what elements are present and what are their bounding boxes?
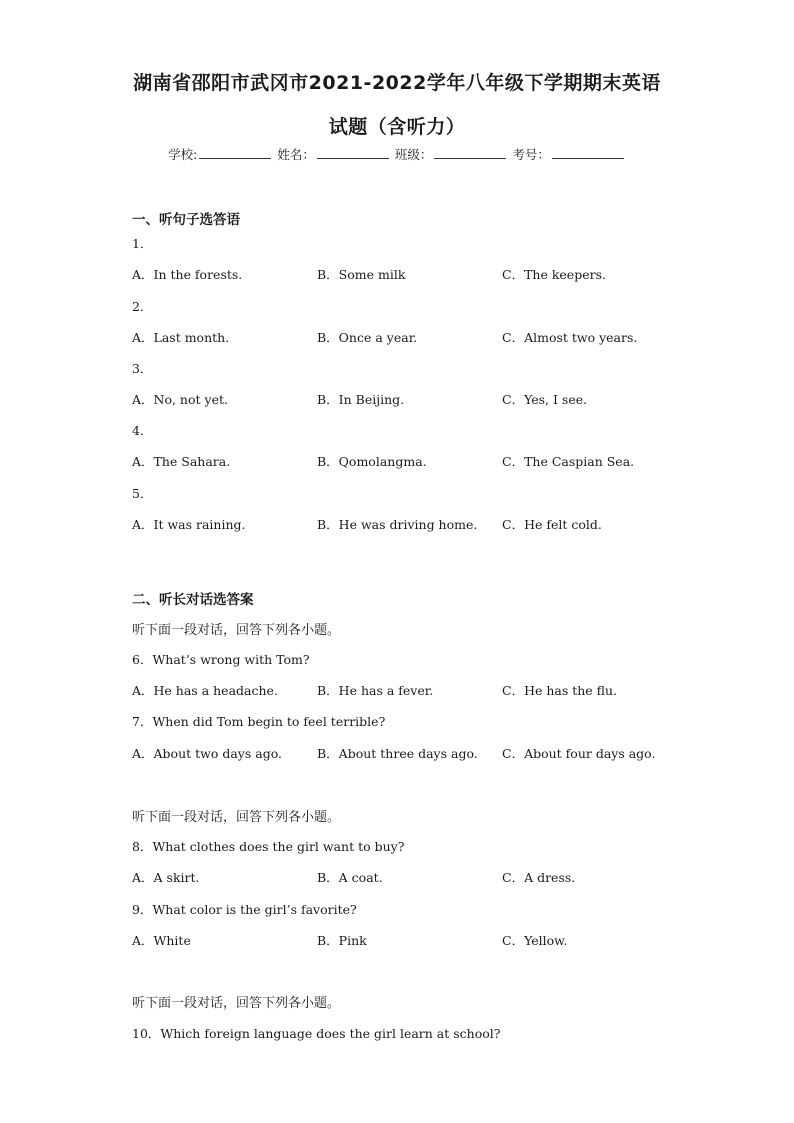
option-c: C．Yes, I see. <box>502 392 588 407</box>
option-c: C．The keepers. <box>502 267 606 282</box>
option-a: A．White <box>132 933 191 948</box>
exam-number-field[interactable] <box>552 146 624 159</box>
option-b: B．Some milk <box>317 267 406 282</box>
class-label: 班级： <box>394 147 433 162</box>
option-c: C．He felt cold. <box>502 517 602 532</box>
option-c: C．The Caspian Sea. <box>502 454 635 469</box>
option-b: B．Qomolangma. <box>317 454 427 469</box>
option-a: A．It was raining. <box>132 517 246 532</box>
exam-title-line1: 湖南省邵阳市武冈市2021-2022学年八年级下学期期末英语 <box>133 72 661 94</box>
question-text: 8．What clothes does the girl want to buy? <box>132 839 405 854</box>
class-field[interactable] <box>434 146 506 159</box>
option-b: B．He has a fever. <box>317 683 434 698</box>
option-c: C．About four days ago. <box>502 746 656 761</box>
instruction: 听下面一段对话，回答下列各小题。 <box>132 996 341 1011</box>
option-b: B．Once a year. <box>317 330 418 345</box>
school-field[interactable] <box>199 146 271 159</box>
name-field[interactable] <box>317 146 389 159</box>
question-number: 3． <box>132 361 153 376</box>
option-b: B．A coat. <box>317 870 383 885</box>
name-label: 姓名： <box>277 147 315 162</box>
exam-title-line2: 试题（含听力） <box>328 116 466 138</box>
option-b: B．In Beijing. <box>317 392 405 407</box>
school-label: 学校: <box>168 147 198 162</box>
option-a: A．In the forests. <box>132 267 243 282</box>
student-info-row <box>0 145 794 163</box>
exam-number-label: 考号： <box>512 147 550 162</box>
option-c: C．A dress. <box>502 870 576 885</box>
question-text: 7．When did Tom begin to feel terrible? <box>132 714 386 729</box>
option-c: C．Almost two years. <box>502 330 638 345</box>
question-number: 4． <box>132 423 153 438</box>
question-number: 2． <box>132 299 153 314</box>
question-text: 6．What’s wrong with Tom? <box>132 652 310 667</box>
option-a: A．He has a headache. <box>132 683 278 698</box>
section2-title: 二、听长对话选答案 <box>132 592 254 608</box>
option-b: B．Pink <box>317 933 367 948</box>
option-b: B．He was driving home. <box>317 517 478 532</box>
option-a: A．A skirt. <box>132 870 200 885</box>
question-text: 10．Which foreign language does the girl learn at school? <box>132 1026 501 1041</box>
option-c: C．He has the flu. <box>502 683 618 698</box>
question-number: 1． <box>132 236 153 251</box>
question-number: 5． <box>132 486 153 501</box>
instruction: 听下面一段对话，回答下列各小题。 <box>132 623 341 638</box>
instruction: 听下面一段对话，回答下列各小题。 <box>132 810 341 825</box>
option-a: A．Last month. <box>132 330 230 345</box>
section1-title: 一、听句子选答语 <box>132 212 240 228</box>
option-b: B．About three days ago. <box>317 746 478 761</box>
option-a: A．The Sahara. <box>132 454 231 469</box>
option-a: A．About two days ago. <box>132 746 282 761</box>
option-c: C．Yellow. <box>502 933 568 948</box>
question-text: 9．What color is the girl’s favorite? <box>132 902 357 917</box>
option-a: A．No, not yet. <box>132 392 228 407</box>
